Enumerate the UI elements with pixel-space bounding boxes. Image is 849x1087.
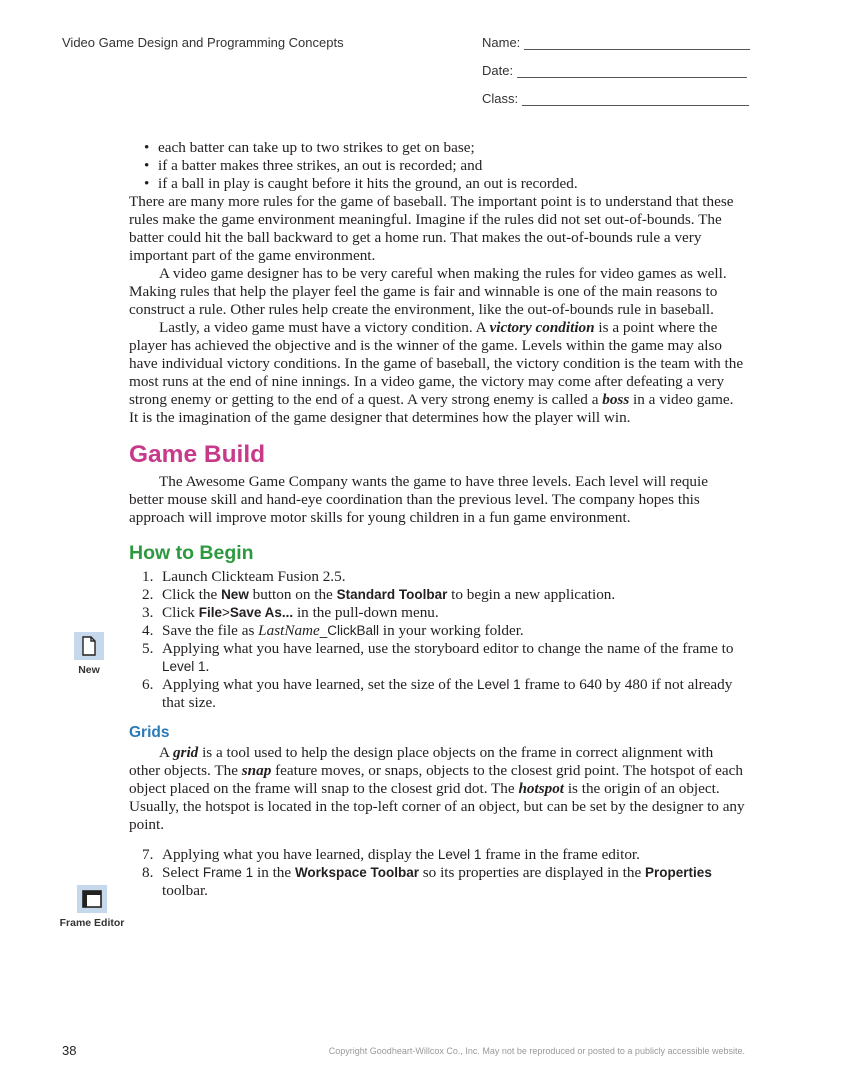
paragraph-designer: A video game designer has to be very careful when making the rules for video games as well. Making rules that help the player feel the game is fair and winnable is one of the main reasons to construct a rule. Other rules help create the environment, like the out-of-bounds rule in baseball. (129, 265, 727, 318)
name-field (482, 35, 750, 50)
steps-list (129, 568, 746, 712)
paragraph-rules: There are many more rules for the game of baseball. The important point is to understand that these rules make the game environment meaningful. Imagine if the rules did not set out-of-bounds. The batter could hit the ball backward to get a home run. That makes the out-of-bounds rule a very important part of the game environment. (129, 193, 734, 264)
frame-editor-icon-caption: Frame Editor (59, 917, 125, 929)
term-snap: snap (241, 762, 272, 779)
book-title: Video Game Design and Programming Concepts (62, 35, 344, 50)
list-item: 1. Launch Clickteam Fusion 2.5. (142, 568, 346, 585)
heading-game-build: Game Build (129, 441, 266, 468)
main-content (129, 139, 746, 900)
heading-grids: Grids (129, 724, 170, 741)
list-item: 2. Click the New button on the Standard Toolbar to begin a new application. (142, 586, 616, 603)
new-icon-caption: New (78, 664, 100, 676)
list-item: • each batter can take up to two strikes to get on base; (144, 139, 746, 157)
new-icon-callout (74, 632, 104, 676)
list-item: • if a ball in play is caught before it hits the ground, an out is recorded. (144, 175, 746, 193)
frame-editor-icon-callout (59, 885, 125, 929)
paragraph-game-build: The Awesome Game Company wants the game to have three levels. Each level will requie better mouse skill and hand-eye coordination than the previous level. The company hopes this approach will improve motor skills for young children in a fun game environment. (129, 473, 708, 526)
class-field (482, 91, 749, 106)
date-line (517, 65, 747, 78)
term-hotspot: hotspot (518, 780, 565, 797)
list-item: • if a batter makes three strikes, an out is recorded; and (144, 157, 746, 175)
term-grid: grid (172, 744, 199, 761)
heading-how-to-begin: How to Begin (129, 542, 254, 564)
class-line (522, 93, 749, 106)
page-number: 38 (62, 1043, 77, 1058)
steps-list-continued (129, 846, 746, 900)
date-label: Date: (482, 63, 514, 78)
list-item: 6. Applying what you have learned, set the size of the Level 1 frame to 640 by 480 if not already that size. (142, 676, 733, 711)
paragraph-grids: A grid is a tool used to help the design place objects on the frame in correct alignment with other objects. The snap feature moves, or snaps, objects to the closest grid point. The hotspot of each object placed on the frame will snap to the closest grid dot. The hotspot is the origin of an object. Usually, the hotspot is located in the top-left corner of an object, but can be set by the designer to any point. (129, 744, 745, 833)
copyright-notice: Copyright Goodheart-Willcox Co., Inc. May not be reproduced or posted to a publicly accessible website. (328, 1046, 745, 1056)
list-item: 7. Applying what you have learned, display the Level 1 frame in the frame editor. (142, 846, 640, 863)
class-label: Class: (482, 91, 519, 106)
rules-bullet-list (129, 139, 746, 193)
frame-editor-icon (77, 885, 107, 913)
name-label: Name: (482, 35, 521, 50)
term-boss: boss (602, 391, 630, 408)
term-victory-condition: victory condition (489, 319, 595, 336)
list-item: 8. Select Frame 1 in the Workspace Toolbar so its properties are displayed in the Properties toolbar. (142, 864, 712, 899)
list-item: 3. Click File>Save As... in the pull-down menu. (142, 604, 439, 621)
name-line (524, 37, 750, 50)
date-field (482, 63, 747, 78)
new-document-icon (74, 632, 104, 660)
list-item: 4. Save the file as LastName_ClickBall in your working folder. (142, 622, 524, 639)
paragraph-victory: Lastly, a video game must have a victory condition. A victory condition is a point where the player has achieved the objective and is the winner of the game. Levels within the game may also have individual victory conditions. In the game of baseball, the victory condition is the team with the most runs at the end of nine innings. In a video game, the victory may come after defeating a very strong enemy or getting to the end of a quest. A very strong enemy is called a boss in a video game. It is the imagination of the game designer that determines how the player will win. (129, 319, 744, 426)
list-item: 5. Applying what you have learned, use the storyboard editor to change the name of the frame to Level 1. (142, 640, 734, 675)
